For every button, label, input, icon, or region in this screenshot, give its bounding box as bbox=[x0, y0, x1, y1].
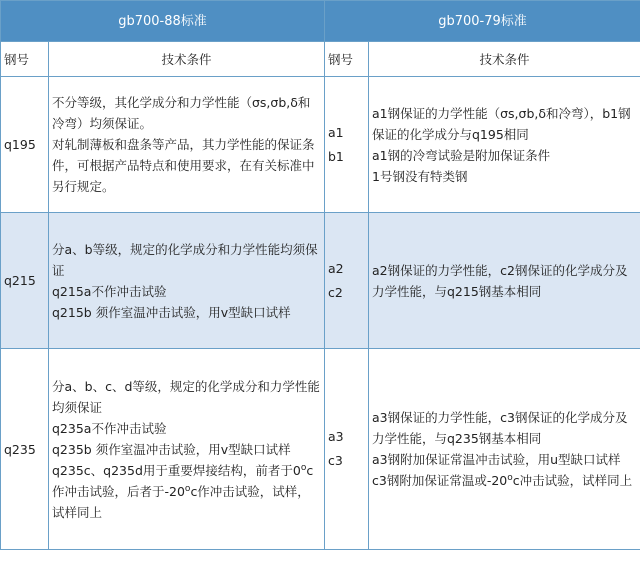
old-condition-text: 1号钢没有特类钢 bbox=[372, 168, 468, 184]
condition-text: q215a不作冲击试验 bbox=[52, 283, 167, 299]
old-conditions-column-header: 技术条件 bbox=[369, 42, 640, 77]
old-grade-code: a2 bbox=[328, 260, 344, 276]
old-grade-cell bbox=[325, 77, 369, 213]
degree-mark: o bbox=[507, 472, 513, 483]
grade-cell: q235 bbox=[1, 349, 49, 550]
old-conditions-cell bbox=[369, 349, 640, 550]
old-grade-cell bbox=[325, 349, 369, 550]
old-condition-text: c冲击试验，试样同上 bbox=[512, 473, 633, 488]
table-row bbox=[1, 77, 640, 213]
condition-text: q235b 须作室温冲击试验，用v型缺口试样 bbox=[52, 441, 291, 457]
old-condition-text: a3钢附加保证常温冲击试验，用u型缺口试样 bbox=[372, 452, 621, 467]
old-grade-column-header: 钢号 bbox=[325, 42, 369, 77]
condition-text: c作冲击试验，后者于-20 bbox=[52, 462, 314, 499]
table-row bbox=[1, 349, 640, 550]
conditions-cell bbox=[49, 213, 325, 349]
degree-mark: o bbox=[300, 462, 307, 473]
condition-text: q235c、q235d用于重要焊接结构，前者于0 bbox=[52, 462, 301, 478]
old-condition-text: a1钢的冷弯试验是附加保证条件 bbox=[372, 147, 551, 163]
grade-column-header: 钢号 bbox=[1, 42, 49, 77]
old-condition-text: c3钢附加保证常温或-20 bbox=[372, 473, 508, 488]
condition-text: 分a、b、c、d等级，规定的化学成分和力学性能均须保证 bbox=[52, 378, 320, 415]
old-grade-code: a3 bbox=[328, 429, 344, 444]
condition-text: q235a不作冲击试验 bbox=[52, 420, 167, 436]
table-row bbox=[1, 213, 640, 349]
old-grade-code: c2 bbox=[328, 284, 343, 300]
conditions-cell bbox=[49, 349, 325, 550]
old-condition-text: a3钢保证的力学性能，c3钢保证的化学成分及力学性能，与q235钢基本相同 bbox=[372, 410, 628, 446]
old-conditions-cell bbox=[369, 213, 640, 349]
old-condition-text-with-temperature bbox=[372, 470, 637, 491]
old-condition-text: a1钢保证的力学性能（σs,σb,δ和冷弯），b1钢保证的化学成分与q195相同 bbox=[372, 105, 631, 142]
condition-text: q215b 须作室温冲击试验，用v型缺口试样 bbox=[52, 304, 291, 320]
old-condition-text: a2钢保证的力学性能，c2钢保证的化学成分及力学性能，与q215钢基本相同 bbox=[372, 262, 628, 299]
old-grade-code: b1 bbox=[328, 148, 344, 164]
conditions-cell bbox=[49, 77, 325, 213]
condition-text: c作冲击试验，试样，试样同上 bbox=[52, 483, 310, 520]
condition-text-with-temperature bbox=[52, 460, 321, 523]
condition-text: 不分等级，其化学成分和力学性能（σs,σb,δ和冷弯）均须保证。 bbox=[52, 95, 311, 131]
column-header-row bbox=[1, 42, 640, 77]
degree-mark: o bbox=[184, 483, 191, 494]
condition-text: 分a、b等级，规定的化学成分和力学性能均须保证 bbox=[52, 241, 318, 278]
old-standard-header: gb700-79标准 bbox=[325, 1, 640, 42]
old-grade-code: c3 bbox=[328, 453, 343, 468]
old-conditions-cell bbox=[369, 77, 640, 213]
condition-text: 对轧制薄板和盘条等产品，其力学性能的保证条件，可根据产品特点和使用要求，在有关标准中另行规定。 bbox=[52, 137, 315, 194]
old-grade-code: a1 bbox=[328, 124, 344, 140]
standard-header-row bbox=[1, 1, 640, 42]
old-grade-cell bbox=[325, 213, 369, 349]
conditions-column-header: 技术条件 bbox=[49, 42, 325, 77]
grade-cell: q195 bbox=[1, 77, 49, 213]
grade-cell: q215 bbox=[1, 213, 49, 349]
new-standard-header: gb700-88标准 bbox=[1, 1, 325, 42]
